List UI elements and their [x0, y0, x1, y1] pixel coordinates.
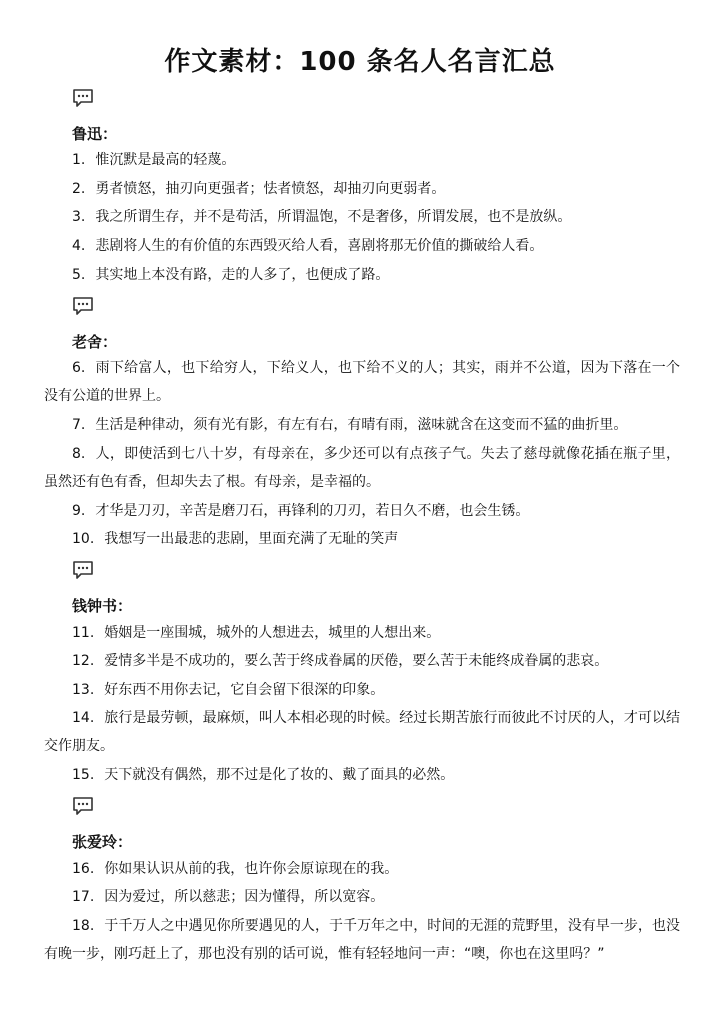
quote-item — [44, 883, 680, 911]
quote-item — [44, 411, 680, 439]
quote-item — [44, 440, 680, 496]
speech-bubble-icon — [72, 796, 94, 816]
quote-item — [44, 203, 680, 231]
quote-text: 旅行是最劳顿，最麻烦，叫人本相必现的时候。经过长期苦旅行而彼此不讨厌的人，才可以结交作朋友。 — [44, 710, 680, 754]
quote-number: 1. — [72, 152, 86, 168]
quote-item — [44, 912, 680, 968]
quote-text: 惟沉默是最高的轻蔑。 — [95, 152, 236, 168]
quote-number: 6. — [72, 360, 86, 376]
quote-item — [44, 855, 680, 883]
quote-item — [44, 704, 680, 760]
quote-text: 人，即使活到七八十岁，有母亲在，多少还可以有点孩子气。失去了慈母就像花插在瓶子里，虽然还有色有香，但却失去了根。有母亲，是幸福的。 — [44, 446, 680, 490]
quote-text: 我想写一出最悲的悲剧，里面充满了无耻的笑声 — [104, 531, 399, 547]
quote-text: 于千万人之中遇见你所要遇见的人，于千万年之中，时间的无涯的荒野里，没有早一步，也没有晚一步，刚巧赶上了，那也没有别的话可说，惟有轻轻地问一声：“噢，你也在这里吗？” — [44, 918, 680, 962]
quote-item — [44, 146, 680, 174]
speech-bubble-icon — [72, 88, 94, 108]
quote-item — [44, 647, 680, 675]
speech-bubble-icon — [72, 296, 94, 316]
quote-text: 生活是种律动，须有光有影，有左有右，有晴有雨，滋味就含在这变而不猛的曲折里。 — [95, 417, 628, 433]
quote-text: 爱情多半是不成功的，要么苦于终成眷属的厌倦，要么苦于未能终成眷属的悲哀。 — [104, 653, 609, 669]
quote-text: 我之所谓生存，并不是苟活，所谓温饱，不是奢侈，所谓发展，也不是放纵。 — [95, 209, 572, 225]
quote-item — [44, 175, 680, 203]
quote-number: 12. — [72, 653, 95, 669]
quote-number: 17. — [72, 889, 95, 905]
quote-text: 其实地上本没有路，走的人多了，也便成了路。 — [95, 267, 390, 283]
author-heading: 钱钟书： — [72, 597, 133, 615]
quote-text: 因为爱过，所以慈悲；因为懂得，所以宽容。 — [104, 889, 385, 905]
speech-bubble-icon — [72, 560, 94, 580]
quote-number: 9. — [72, 503, 86, 519]
author-heading: 鲁迅： — [72, 125, 118, 143]
quote-text: 好东西不用你去记，它自会留下很深的印象。 — [104, 682, 385, 698]
quote-number: 15. — [72, 767, 95, 783]
quote-item — [44, 619, 680, 647]
quote-number: 2. — [72, 181, 86, 197]
quote-number: 4. — [72, 238, 86, 254]
quote-text: 你如果认识从前的我，也许你会原谅现在的我。 — [104, 861, 399, 877]
quote-number: 5. — [72, 267, 86, 283]
page-title: 作文素材：100 条名人名言汇总 — [164, 47, 556, 77]
quote-number: 8. — [72, 446, 86, 462]
quote-text: 婚姻是一座围城，城外的人想进去，城里的人想出来。 — [104, 625, 441, 641]
quote-text: 悲剧将人生的有价值的东西毁灭给人看，喜剧将那无价值的撕破给人看。 — [95, 238, 544, 254]
quote-text: 天下就没有偶然，那不过是化了妆的、戴了面具的必然。 — [104, 767, 455, 783]
quote-item — [44, 232, 680, 260]
author-heading: 老舍： — [72, 333, 118, 351]
quote-number: 14. — [72, 710, 95, 726]
quote-number: 13. — [72, 682, 95, 698]
quote-number: 10. — [72, 531, 95, 547]
quote-item — [44, 676, 680, 704]
quote-text: 才华是刀刃，辛苦是磨刀石，再锋利的刀刃，若日久不磨，也会生锈。 — [95, 503, 530, 519]
quote-text: 勇者愤怒，抽刃向更强者；怯者愤怒，却抽刃向更弱者。 — [95, 181, 446, 197]
quote-item — [44, 525, 680, 553]
quote-item — [44, 497, 680, 525]
quote-number: 3. — [72, 209, 86, 225]
quote-number: 7. — [72, 417, 86, 433]
quote-item — [44, 354, 680, 410]
quote-item — [44, 261, 680, 289]
author-heading: 张爱玲： — [72, 833, 133, 851]
quote-number: 11. — [72, 625, 95, 641]
quote-number: 18. — [72, 918, 95, 934]
quote-number: 16. — [72, 861, 95, 877]
quote-text: 雨下给富人，也下给穷人，下给义人，也下给不义的人；其实，雨并不公道，因为下落在一个没有公道的世界上。 — [44, 360, 680, 404]
quote-item — [44, 761, 680, 789]
